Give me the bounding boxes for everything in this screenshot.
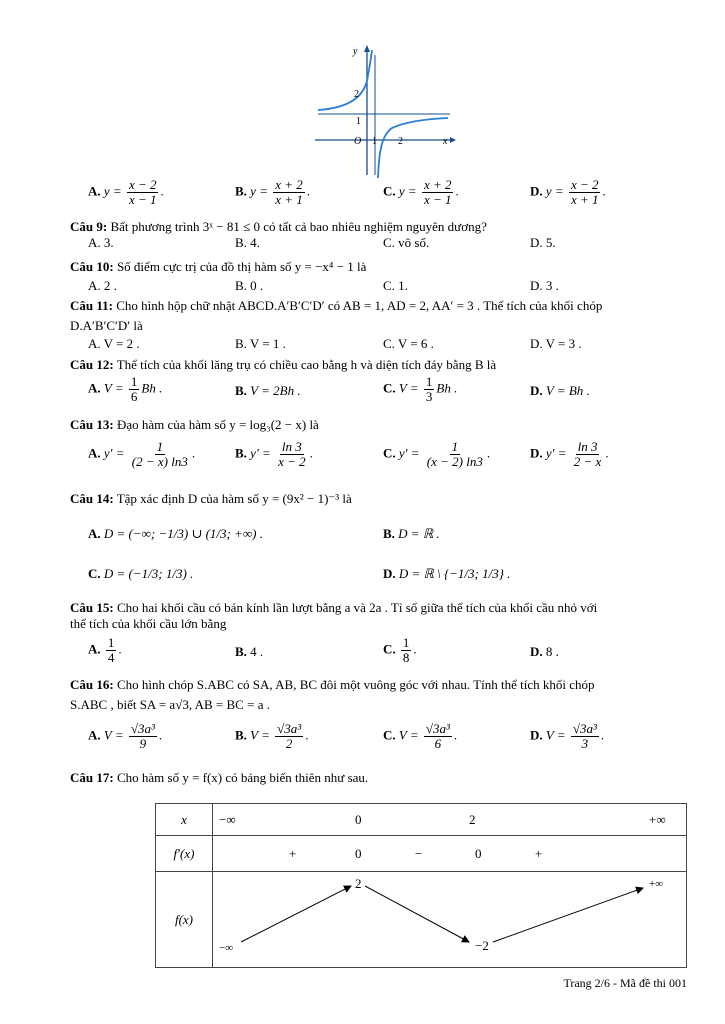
q11-option-a: A. V = 2 . — [88, 336, 140, 351]
q10-option-d: D. 3 . — [530, 278, 559, 293]
q12-option-a: A. V = $\frac{1}{6}$ Bh . — [88, 374, 163, 404]
page-footer: Trang 2/6 - Mã đề thi 001 — [563, 976, 687, 990]
row-header-f: f(x) — [156, 872, 213, 968]
q15-option-c: C. $\frac{1}{8}$ . — [383, 635, 417, 665]
q16-option-b: B. V = $\frac{\text{√3a³}}{2}$ . — [235, 721, 309, 751]
fp-sign-3: + — [535, 846, 543, 861]
variation-table — [155, 803, 687, 968]
q15-stem-line2: thể tích của khối cầu lớn bằng — [70, 616, 227, 631]
q9-option-a: A. 3. — [88, 235, 114, 250]
x-zero: 0 — [355, 812, 362, 827]
q8-option-b: B. y = $\frac{x + 2}{x + 1}$ . — [235, 177, 311, 207]
q15-option-d: D. 8 . — [530, 644, 559, 659]
q12-option-d: D. V = Bh . — [530, 383, 590, 398]
q14-option-c: C. D = (−1/3; 1/3) . — [88, 566, 194, 581]
f-max: 2 — [355, 876, 362, 891]
origin-label: O — [354, 136, 362, 147]
q13-option-a: A. y′ = $\frac{1}{(2 - x) \ln 3}$ . — [88, 439, 196, 469]
q14-option-b: B. D = ℝ . — [383, 526, 440, 541]
q15-stem: Câu 15: Cho hai khối cầu có bán kính lần lượt bằng a và 2a . Tỉ số giữa thể tích của khối cầu nhỏ với — [70, 600, 598, 615]
q8-option-a: A. y = $\frac{x - 2}{x - 1}$ . — [88, 177, 164, 207]
q9-option-c: C. vô số. — [383, 235, 430, 250]
tick-y1: 1 — [356, 116, 361, 127]
q8-option-c: C. y = $\frac{x + 2}{x - 1}$ . — [383, 177, 459, 207]
f-pos-inf: +∞ — [649, 878, 664, 890]
q16-option-a: A. V = $\frac{\text{√3a³}}{9}$ . — [88, 721, 163, 751]
fp-zero-2: 0 — [475, 846, 482, 861]
x-two: 2 — [469, 812, 476, 827]
q10-option-b: B. 0 . — [235, 278, 264, 293]
x-neg-inf: −∞ — [219, 812, 236, 827]
q13-option-c: C. y′ = $\frac{1}{(x - 2) \ln 3}$ . — [383, 439, 491, 469]
axis-x-label: x — [443, 136, 448, 147]
q11-option-b: B. V = 1 . — [235, 336, 286, 351]
q9-option-d: D. 5. — [530, 235, 556, 250]
function-graph — [310, 40, 460, 180]
q11-stem-line2: D.A′B′C′D′ là — [70, 318, 143, 333]
q13-option-b: B. y′ = $\frac{\ln 3}{x - 2}$ . — [235, 439, 313, 469]
q16-option-d: D. V = $\frac{\text{√3a³}}{3}$ . — [530, 721, 605, 751]
q16-stem: Câu 16: Cho hình chóp S.ABC có SA, AB, BC đôi một vuông góc với nhau. Tính thể tích khối chóp — [70, 677, 595, 692]
variation-arrows — [213, 872, 683, 968]
q14-option-d: D. D = ℝ \ {−1/3; 1/3} . — [383, 566, 511, 581]
row-header-x: x — [156, 804, 213, 836]
q12-option-b: B. V = 2Bh . — [235, 383, 301, 398]
q13-stem: Câu 13: Đạo hàm của hàm số y = log₃(2 − x) là — [70, 417, 319, 432]
q16-option-c: C. V = $\frac{\text{√3a³}}{6}$ . — [383, 721, 458, 751]
tick-x2: 2 — [398, 136, 403, 147]
q11-option-d: D. V = 3 . — [530, 336, 582, 351]
q14-stem: Câu 14: Tập xác định D của hàm số y = (9x² − 1)⁻³ là — [70, 491, 352, 506]
f-min: −2 — [475, 938, 489, 953]
q11-stem: Câu 11: Cho hình hộp chữ nhật ABCD.A′B′C′D′ có AB = 1, AD = 2, AA′ = 3 . Thể tích của khối chóp — [70, 298, 603, 313]
q15-option-b: B. 4 . — [235, 644, 264, 659]
fp-sign-1: + — [289, 846, 297, 861]
axis-y-label: y — [353, 46, 358, 57]
tick-x1: 1 — [372, 136, 377, 147]
q12-option-c: C. V = $\frac{1}{3}$ Bh . — [383, 374, 458, 404]
q11-option-c: C. V = 6 . — [383, 336, 434, 351]
q8-option-d: D. y = $\frac{x - 2}{x + 1}$ . — [530, 177, 606, 207]
row-header-fp: f′(x) — [156, 836, 213, 872]
q10-option-a: A. 2 . — [88, 278, 117, 293]
q15-option-a: A. $\frac{1}{4}$ . — [88, 635, 122, 665]
tick-y2: 2 — [354, 89, 359, 100]
q9-stem: Câu 9: Bất phương trình 3ˣ − 81 ≤ 0 có tất cả bao nhiêu nghiệm nguyên dương? — [70, 219, 487, 234]
q12-stem: Câu 12: Thể tích của khối lăng trụ có chiều cao bằng h và diện tích đáy bằng B là — [70, 357, 497, 372]
q17-stem: Câu 17: Cho hàm số y = f(x) có bảng biến thiên như sau. — [70, 770, 369, 785]
q14-option-a: A. D = (−∞; −1/3) ∪ (1/3; +∞) . — [88, 526, 263, 541]
q10-stem: Câu 10: Số điểm cực trị của đồ thị hàm số y = −x⁴ − 1 là — [70, 259, 367, 274]
fp-sign-2: − — [415, 846, 423, 861]
q9-option-b: B. 4. — [235, 235, 260, 250]
x-pos-inf: +∞ — [649, 812, 666, 827]
q16-stem-line2: S.ABC , biết SA = a√3, AB = BC = a . — [70, 697, 270, 712]
fp-zero-1: 0 — [355, 846, 362, 861]
q10-option-c: C. 1. — [383, 278, 408, 293]
f-neg-inf: −∞ — [219, 942, 234, 954]
q13-option-d: D. y′ = $\frac{\ln 3}{2 - x}$ . — [530, 439, 609, 469]
